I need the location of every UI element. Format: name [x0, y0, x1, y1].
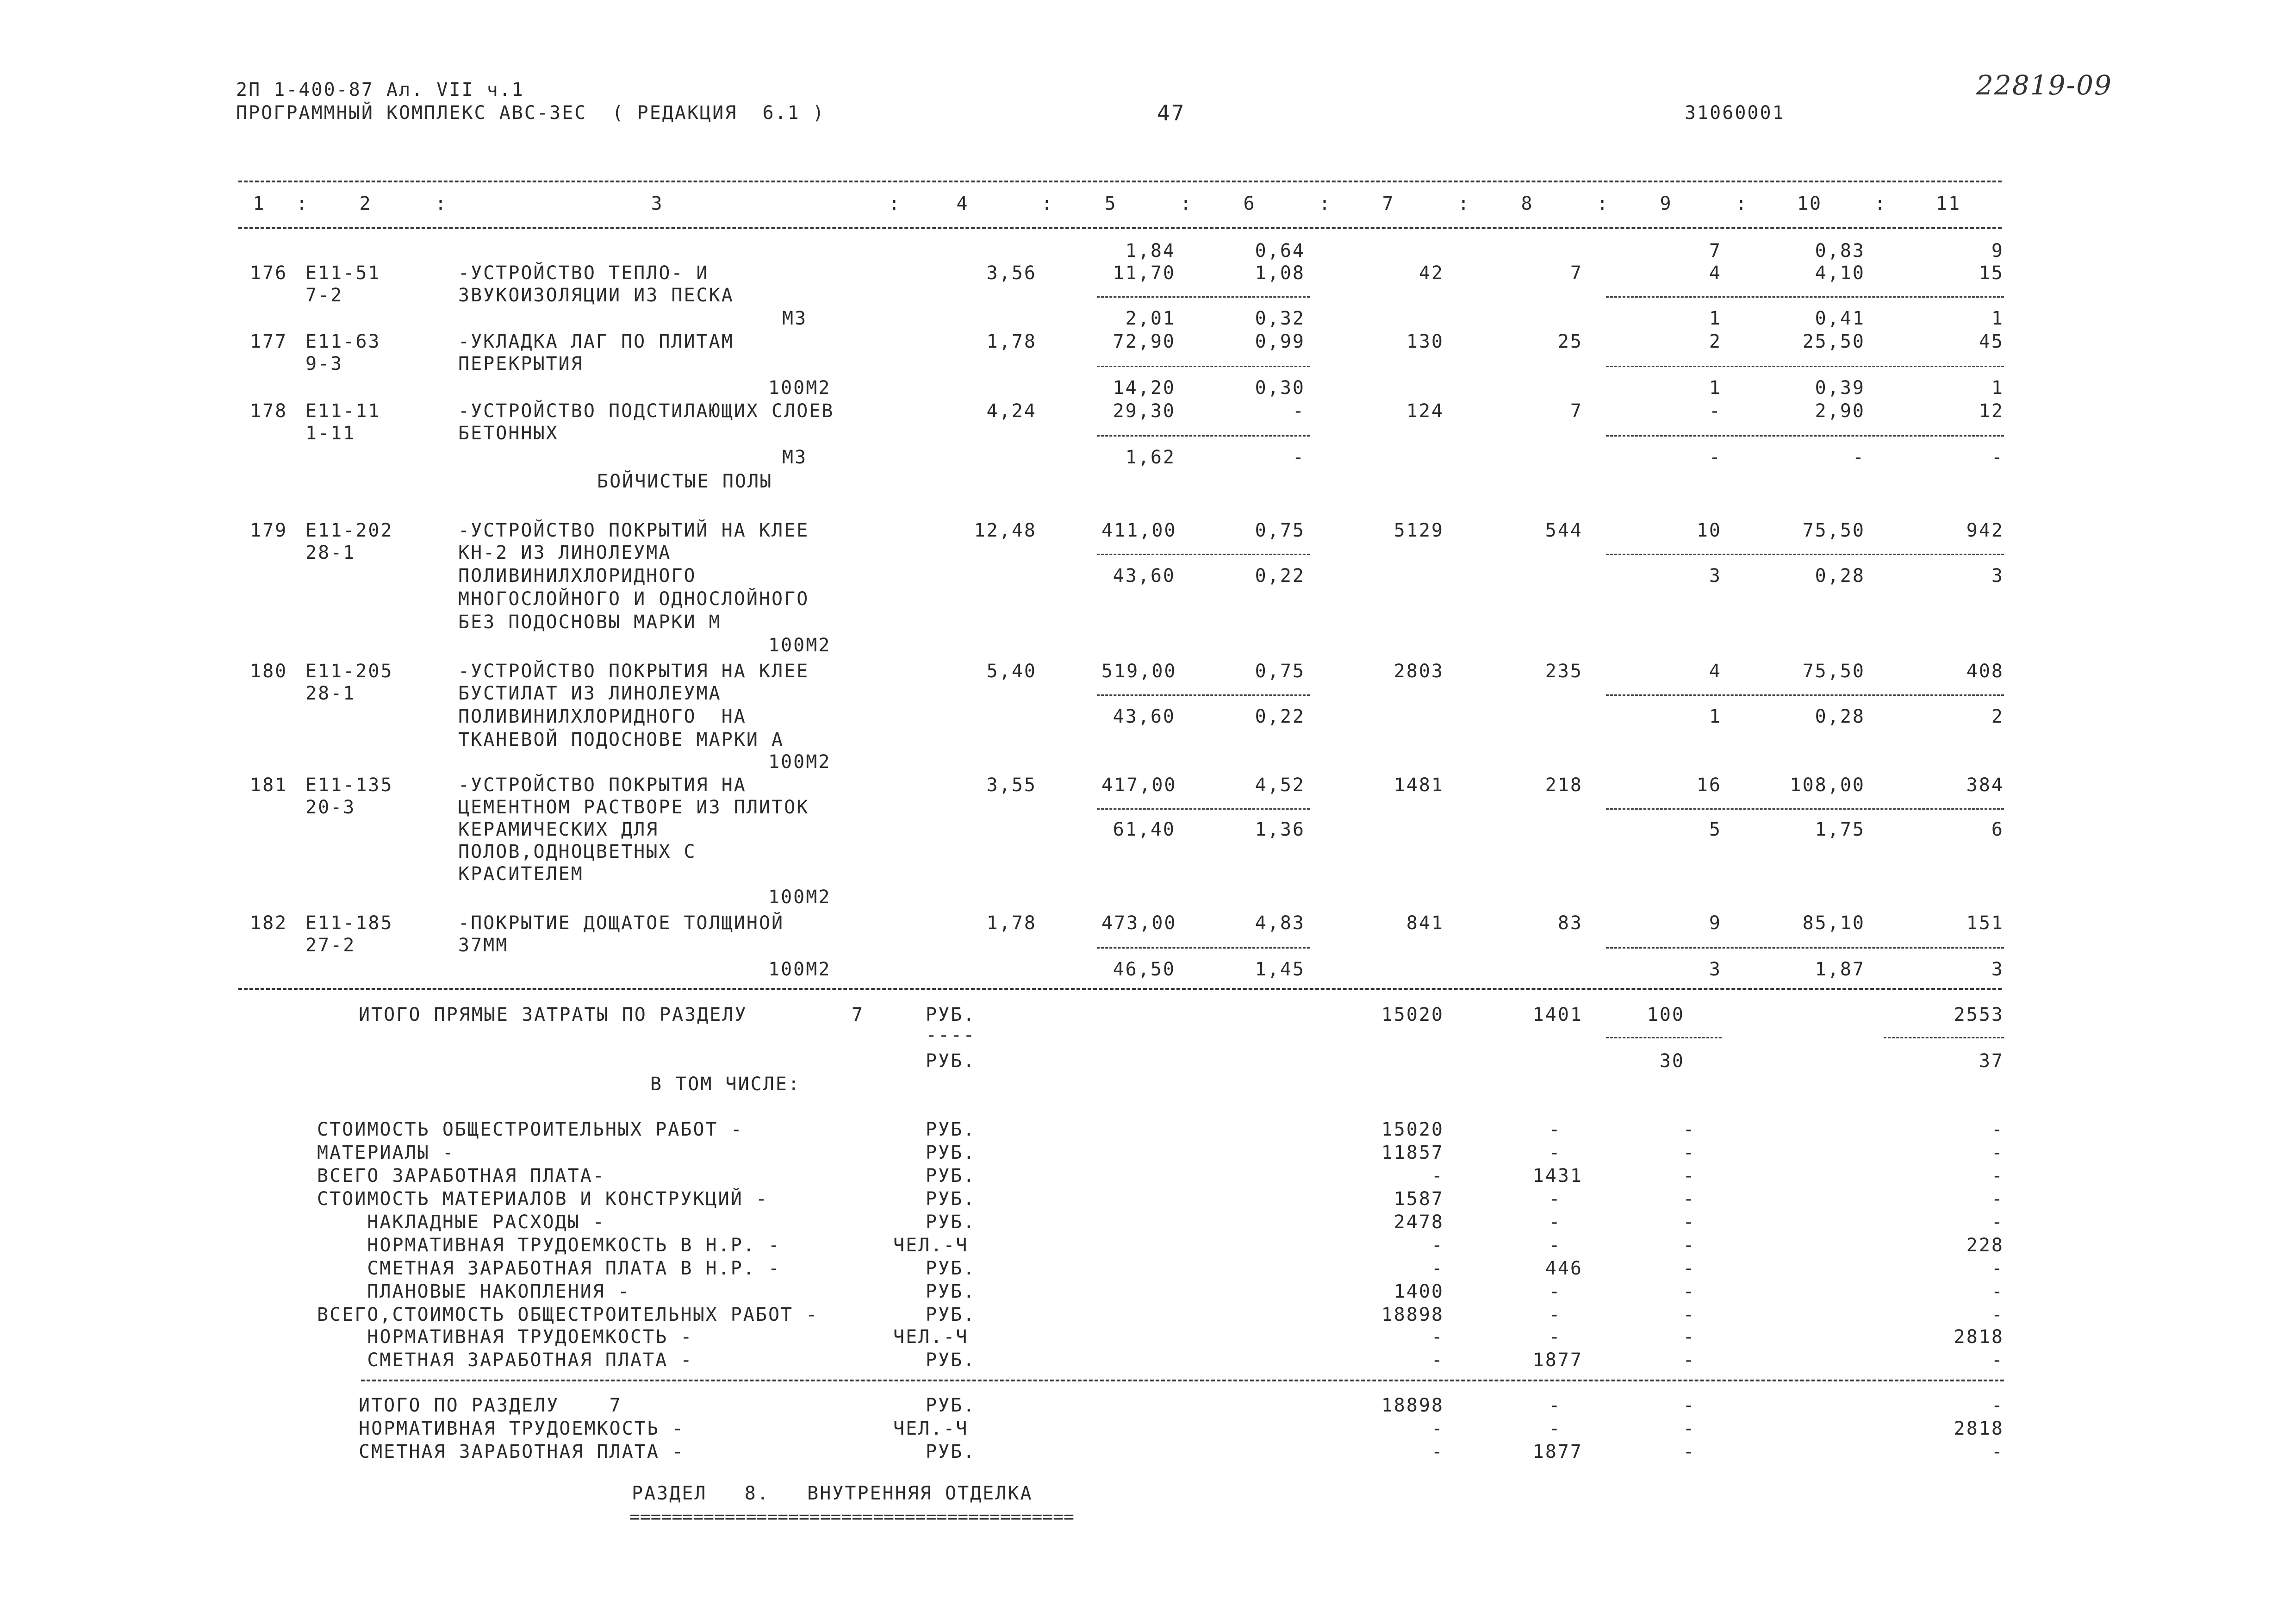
breakdown-c7: 18898 [1381, 1304, 1444, 1325]
section-total-c9: - [1683, 1441, 1696, 1462]
cell-c4: 3,55 [986, 775, 1037, 796]
row-unit: 100М2 [768, 751, 831, 773]
total-c11: 2553 [1954, 1004, 2004, 1025]
cell-c6c: 1,45 [1255, 959, 1305, 980]
cell-c10b: 75,50 [1802, 520, 1865, 541]
cell-c5b: 519,00 [1101, 661, 1177, 682]
cell-c6c: 0,22 [1255, 706, 1305, 727]
cell-c5c: 14,20 [1113, 377, 1176, 399]
row-unit: М3 [782, 447, 808, 468]
breakdown-unit: РУБ. [926, 1349, 976, 1371]
col-header-6: 6 [1243, 193, 1256, 214]
row-desc-line: КРАСИТЕЛЕМ [458, 863, 584, 885]
breakdown-c9: - [1683, 1258, 1696, 1279]
cell-c6b: - [1292, 400, 1305, 422]
breakdown-c11: - [1991, 1165, 2004, 1187]
col-separator: : [1180, 193, 1193, 214]
cell-divider [1606, 1037, 1722, 1038]
cell-c4: 1,78 [986, 331, 1037, 352]
section-total-c7: - [1431, 1418, 1444, 1439]
cell-c10b: 25,50 [1802, 331, 1865, 352]
row-desc-line: ТКАНЕВОЙ ПОДОСНОВЕ МАРКИ А [458, 729, 784, 750]
rule-table-end [238, 988, 2002, 990]
cell-c6b: 0,75 [1255, 520, 1305, 541]
cell-c5c: 61,40 [1113, 819, 1176, 840]
row-code: Е11-63 [305, 331, 381, 352]
row-desc-line: -УСТРОЙСТВО ПОДСТИЛАЮЩИХ СЛОЕВ [458, 400, 834, 422]
cell-c11b: 15 [1979, 262, 2004, 284]
row-desc-line: 37ММ [458, 935, 509, 956]
cell-divider [1097, 435, 1310, 437]
row-desc-line: КЕРАМИЧЕСКИХ ДЛЯ [458, 819, 659, 840]
row-code: Е11-185 [305, 912, 393, 934]
row-desc-line: ПОЛИВИНИЛХЛОРИДНОГО НА [458, 706, 747, 727]
cell-divider [1606, 694, 2004, 696]
total-dashes: ---- [926, 1024, 976, 1046]
cell-c11c: 1 [1991, 308, 2004, 329]
section-total-c9: - [1683, 1418, 1696, 1439]
cell-c5b: 417,00 [1101, 775, 1177, 796]
row-number: 182 [250, 912, 288, 934]
col-header-5: 5 [1104, 193, 1117, 214]
cell-c9b: 2 [1709, 331, 1722, 352]
row-desc-line: ПОЛИВИНИЛХЛОРИДНОГО [458, 565, 697, 587]
breakdown-c11: - [1991, 1349, 2004, 1371]
cell-divider [1606, 808, 2004, 810]
breakdown-c8: - [1549, 1188, 1562, 1210]
cell-c7: 5129 [1394, 520, 1444, 541]
breakdown-unit: РУБ. [926, 1258, 976, 1279]
total-c9: 100 [1647, 1004, 1685, 1025]
cell-c9b: 10 [1696, 520, 1722, 541]
cell-c10c: 1,75 [1815, 819, 1865, 840]
breakdown-label: СМЕТНАЯ ЗАРАБОТНАЯ ПЛАТА - [317, 1349, 693, 1371]
section-total-label: НОРМАТИВНАЯ ТРУДОЕМКОСТЬ - [359, 1418, 685, 1439]
cell-c10b: 85,10 [1802, 912, 1865, 934]
breakdown-unit: РУБ. [926, 1281, 976, 1302]
breakdown-c7: 1400 [1394, 1281, 1444, 1302]
cell-c10c: 0,28 [1815, 565, 1865, 587]
breakdown-unit: РУБ. [926, 1304, 976, 1325]
cell-divider [1606, 554, 2004, 555]
breakdown-c11: - [1991, 1188, 2004, 1210]
breakdown-unit: ЧЕЛ.-Ч [893, 1235, 969, 1256]
subheading: БОЙЧИСТЫЕ ПОЛЫ [597, 471, 773, 492]
cell-c6c: 1,36 [1255, 819, 1305, 840]
breakdown-unit: ЧЕЛ.-Ч [893, 1326, 969, 1348]
next-section-title: РАЗДЕЛ 8. ВНУТРЕННЯЯ ОТДЕЛКА [632, 1483, 1033, 1504]
section-total-unit: РУБ. [926, 1441, 976, 1462]
cell-c5c: 1,62 [1125, 447, 1176, 468]
total-label: ИТОГО ПРЯМЫЕ ЗАТРАТЫ ПО РАЗДЕЛУ [359, 1004, 747, 1025]
breakdown-c8: 446 [1545, 1258, 1583, 1279]
cell-c9b: 9 [1709, 912, 1722, 934]
cell-c6b: 4,52 [1255, 775, 1305, 796]
cell-divider [1097, 947, 1310, 949]
cell-c11c: - [1991, 447, 2004, 468]
cell-c5c: 43,60 [1113, 565, 1176, 587]
total-unit: РУБ. [926, 1004, 976, 1025]
row-number: 180 [250, 661, 288, 682]
row-desc-line: -УСТРОЙСТВО ПОКРЫТИЙ НА КЛЕЕ [458, 520, 809, 541]
cell-c10c: - [1852, 447, 1865, 468]
breakdown-c8: - [1549, 1304, 1562, 1325]
cell-c4: 1,78 [986, 912, 1037, 934]
breakdown-c8: - [1549, 1119, 1562, 1140]
row-desc-line: ПЕРЕКРЫТИЯ [458, 353, 584, 375]
row-desc-line: -УСТРОЙСТВО ПОКРЫТИЯ НА КЛЕЕ [458, 661, 809, 682]
col-separator: : [889, 193, 902, 214]
breakdown-c8: - [1549, 1326, 1562, 1348]
section-total-c11: 2818 [1954, 1418, 2004, 1439]
cell-c6c: 0,22 [1255, 565, 1305, 587]
breakdown-c11: - [1991, 1304, 2004, 1325]
cell-divider [1097, 366, 1310, 367]
cell-c6c: 0,32 [1255, 308, 1305, 329]
cell-c7: 42 [1419, 262, 1444, 284]
cell-c9c: 1 [1709, 706, 1722, 727]
cell-c4: 12,48 [974, 520, 1037, 541]
breakdown-c7: - [1431, 1258, 1444, 1279]
row-desc-line: БЕЗ ПОДОСНОВЫ МАРКИ М [458, 612, 722, 633]
cell-c11a: 9 [1991, 240, 2004, 262]
breakdown-c8: - [1549, 1142, 1562, 1163]
row-code-sub: 7-2 [305, 285, 343, 306]
breakdown-label: СТОИМОСТЬ ОБЩЕСТРОИТЕЛЬНЫХ РАБОТ - [317, 1119, 743, 1140]
breakdown-c7: 1587 [1394, 1188, 1444, 1210]
row-desc-line: МНОГОСЛОЙНОГО И ОДНОСЛОЙНОГО [458, 588, 809, 610]
program-title: ПРОГРАММНЫЙ КОМПЛЕКС АВС-3ЕС ( РЕДАКЦИЯ 6.1 ) [236, 102, 825, 124]
total-c7: 15020 [1381, 1004, 1444, 1025]
breakdown-c8: - [1549, 1235, 1562, 1256]
cell-c6c: - [1292, 447, 1305, 468]
next-section-underline: ========================================== [629, 1506, 1074, 1527]
breakdown-c9: - [1683, 1142, 1696, 1163]
breakdown-c11: - [1991, 1142, 2004, 1163]
cell-c10c: 1,87 [1815, 959, 1865, 980]
cell-c6a: 0,64 [1255, 240, 1305, 262]
breakdown-c9: - [1683, 1188, 1696, 1210]
cell-c9c: - [1709, 447, 1722, 468]
col-separator: : [1319, 193, 1332, 214]
row-code-sub: 1-11 [305, 423, 356, 444]
cell-c4: 5,40 [986, 661, 1037, 682]
col-header-4: 4 [956, 193, 969, 214]
cell-c9c: 1 [1709, 377, 1722, 399]
handwritten-number: 22819-09 [1976, 69, 2112, 101]
section-total-c9: - [1683, 1395, 1696, 1416]
col-header-10: 10 [1797, 193, 1823, 214]
cell-c10c: 0,28 [1815, 706, 1865, 727]
row-desc-line: -ПОКРЫТИЕ ДОЩАТОЕ ТОЛЩИНОЙ [458, 912, 784, 934]
rule-section-total [361, 1380, 2004, 1381]
row-number: 178 [250, 400, 288, 422]
cell-c7: 2803 [1394, 661, 1444, 682]
section-total-c7: - [1431, 1441, 1444, 1462]
cell-divider [1097, 296, 1310, 298]
col-header-8: 8 [1521, 193, 1534, 214]
page-number: 47 [1157, 100, 1186, 125]
cell-c5b: 72,90 [1113, 331, 1176, 352]
cell-c7: 124 [1406, 400, 1444, 422]
breakdown-c11: 228 [1966, 1235, 2004, 1256]
cell-c11b: 151 [1966, 912, 2004, 934]
breakdown-label: НОРМАТИВНАЯ ТРУДОЕМКОСТЬ - [317, 1326, 693, 1348]
doc-reference: 2П 1-400-87 Ал. VII ч.1 [236, 79, 524, 100]
breakdown-c11: - [1991, 1258, 2004, 1279]
col-header-11: 11 [1935, 193, 1961, 214]
row-unit: 100М2 [768, 377, 831, 399]
cell-c9c: 5 [1709, 819, 1722, 840]
cell-c11c: 1 [1991, 377, 2004, 399]
breakdown-c9: - [1683, 1165, 1696, 1187]
cell-divider [1606, 366, 2004, 367]
cell-c11b: 408 [1966, 661, 2004, 682]
cell-c6c: 0,30 [1255, 377, 1305, 399]
breakdown-label: ПЛАНОВЫЕ НАКОПЛЕНИЯ - [317, 1281, 631, 1302]
cell-c8: 25 [1557, 331, 1583, 352]
cell-c5c: 46,50 [1113, 959, 1176, 980]
section-total-c11: - [1991, 1395, 2004, 1416]
breakdown-label: НОРМАТИВНАЯ ТРУДОЕМКОСТЬ В Н.Р. - [317, 1235, 781, 1256]
cell-c6b: 0,75 [1255, 661, 1305, 682]
row-code: Е11-202 [305, 520, 393, 541]
col-separator: : [1874, 193, 1887, 214]
row-number: 179 [250, 520, 288, 541]
cell-c7: 1481 [1394, 775, 1444, 796]
breakdown-c8: 1431 [1532, 1165, 1583, 1187]
breakdown-unit: РУБ. [926, 1188, 976, 1210]
cell-c11c: 2 [1991, 706, 2004, 727]
col-separator: : [296, 193, 309, 214]
cell-c5c: 43,60 [1113, 706, 1176, 727]
row-number: 181 [250, 775, 288, 796]
section-total-c8: 1877 [1532, 1441, 1583, 1462]
cell-c4: 3,56 [986, 262, 1037, 284]
cell-c11b: 942 [1966, 520, 2004, 541]
cell-c9c: 3 [1709, 959, 1722, 980]
breakdown-label: СТОИМОСТЬ МАТЕРИАЛОВ И КОНСТРУКЦИЙ - [317, 1188, 768, 1210]
row-unit: 100М2 [768, 887, 831, 908]
breakdown-c8: - [1549, 1281, 1562, 1302]
col-header-9: 9 [1660, 193, 1673, 214]
col-header-7: 7 [1382, 193, 1395, 214]
breakdown-c8: - [1549, 1212, 1562, 1233]
row-code: Е11-135 [305, 775, 393, 796]
row-code-sub: 20-3 [305, 797, 356, 818]
breakdown-c9: - [1683, 1349, 1696, 1371]
total-section: 7 [852, 1004, 865, 1025]
breakdown-unit: РУБ. [926, 1119, 976, 1140]
cell-divider [1097, 808, 1310, 810]
cell-divider [1606, 435, 2004, 437]
rule-top [238, 181, 2002, 182]
cell-c10b: 2,90 [1815, 400, 1865, 422]
cell-c9c: 1 [1709, 308, 1722, 329]
cell-c10b: 4,10 [1815, 262, 1865, 284]
section-total-c8: - [1549, 1395, 1562, 1416]
row-desc-line: -УСТРОЙСТВО ПОКРЫТИЯ НА [458, 775, 747, 796]
breakdown-c7: - [1431, 1349, 1444, 1371]
cell-c11c: 3 [1991, 959, 2004, 980]
including-heading: В ТОМ ЧИСЛЕ: [650, 1074, 801, 1095]
cell-c5a: 1,84 [1125, 240, 1176, 262]
cell-c10b: 75,50 [1802, 661, 1865, 682]
row-desc-line: ЗВУКОИЗОЛЯЦИИ ИЗ ПЕСКА [458, 285, 734, 306]
col-header-1: 1 [253, 193, 266, 214]
breakdown-c11: - [1991, 1212, 2004, 1233]
row-code-sub: 9-3 [305, 353, 343, 375]
section-total-c11: - [1991, 1441, 2004, 1462]
breakdown-c9: - [1683, 1212, 1696, 1233]
row-desc-line: БЕТОННЫХ [458, 423, 559, 444]
cell-c9b: 4 [1709, 661, 1722, 682]
cell-c5b: 11,70 [1113, 262, 1176, 284]
row-unit: М3 [782, 308, 808, 329]
cell-c11c: 3 [1991, 565, 2004, 587]
row-code-sub: 28-1 [305, 542, 356, 563]
cell-c9b: 4 [1709, 262, 1722, 284]
breakdown-c8: 1877 [1532, 1349, 1583, 1371]
breakdown-c11: - [1991, 1119, 2004, 1140]
breakdown-c11: 2818 [1954, 1326, 2004, 1348]
total-c11: 37 [1979, 1050, 2004, 1072]
section-total-unit: РУБ. [926, 1395, 976, 1416]
cell-c8: 218 [1545, 775, 1583, 796]
row-code: Е11-205 [305, 661, 393, 682]
cell-c11b: 12 [1979, 400, 2004, 422]
total-unit: РУБ. [926, 1050, 976, 1072]
cell-c8: 7 [1570, 262, 1583, 284]
cell-divider [1606, 296, 2004, 298]
cell-c9a: 7 [1709, 240, 1722, 262]
row-unit: 100М2 [768, 635, 831, 656]
row-code: Е11-51 [305, 262, 381, 284]
cell-c11b: 384 [1966, 775, 2004, 796]
cell-c11b: 45 [1979, 331, 2004, 352]
breakdown-unit: РУБ. [926, 1212, 976, 1233]
cell-c7: 130 [1406, 331, 1444, 352]
breakdown-c9: - [1683, 1304, 1696, 1325]
col-header-3: 3 [651, 193, 664, 214]
breakdown-c9: - [1683, 1281, 1696, 1302]
cell-c5c: 2,01 [1125, 308, 1176, 329]
row-number: 176 [250, 262, 288, 284]
breakdown-c9: - [1683, 1119, 1696, 1140]
document-code: 31060001 [1685, 102, 1785, 124]
total-c8: 1401 [1532, 1004, 1583, 1025]
cell-c9b: - [1709, 400, 1722, 422]
total-c9: 30 [1659, 1050, 1685, 1072]
cell-c9c: 3 [1709, 565, 1722, 587]
breakdown-c9: - [1683, 1235, 1696, 1256]
row-code-sub: 28-1 [305, 683, 356, 704]
breakdown-label: МАТЕРИАЛЫ - [317, 1142, 455, 1163]
breakdown-c7: - [1431, 1326, 1444, 1348]
col-separator: : [1458, 193, 1471, 214]
col-separator: : [1041, 193, 1054, 214]
cell-divider [1884, 1037, 2004, 1038]
section-total-label: СМЕТНАЯ ЗАРАБОТНАЯ ПЛАТА - [359, 1441, 685, 1462]
section-total-label: ИТОГО ПО РАЗДЕЛУ 7 [359, 1395, 622, 1416]
section-total-c8: - [1549, 1418, 1562, 1439]
row-number: 177 [250, 331, 288, 352]
cell-c10a: 0,83 [1815, 240, 1865, 262]
row-desc-line: ПОЛОВ,ОДНОЦВЕТНЫХ С [458, 841, 697, 862]
row-desc-line: -УСТРОЙСТВО ТЕПЛО- И [458, 262, 709, 284]
row-desc-line: БУСТИЛАТ ИЗ ЛИНОЛЕУМА [458, 683, 722, 704]
cell-c6b: 4,83 [1255, 912, 1305, 934]
section-total-unit: ЧЕЛ.-Ч [893, 1418, 969, 1439]
breakdown-label: ВСЕГО ЗАРАБОТНАЯ ПЛАТА- [317, 1165, 605, 1187]
cell-c5b: 29,30 [1113, 400, 1176, 422]
cell-divider [1097, 554, 1310, 555]
row-desc-line: ЦЕМЕНТНОМ РАСТВОРЕ ИЗ ПЛИТОК [458, 797, 809, 818]
row-unit: 100М2 [768, 959, 831, 980]
cell-c5b: 473,00 [1101, 912, 1177, 934]
breakdown-c9: - [1683, 1326, 1696, 1348]
cell-c10c: 0,39 [1815, 377, 1865, 399]
cell-c10b: 108,00 [1790, 775, 1865, 796]
section-total-c7: 18898 [1381, 1395, 1444, 1416]
cell-c11c: 6 [1991, 819, 2004, 840]
cell-divider [1097, 694, 1310, 696]
breakdown-c11: - [1991, 1281, 2004, 1302]
cell-c7: 841 [1406, 912, 1444, 934]
cell-c4: 4,24 [986, 400, 1037, 422]
cell-c6b: 0,99 [1255, 331, 1305, 352]
breakdown-unit: РУБ. [926, 1165, 976, 1187]
row-desc-line: -УКЛАДКА ЛАГ ПО ПЛИТАМ [458, 331, 734, 352]
breakdown-unit: РУБ. [926, 1142, 976, 1163]
breakdown-c7: 15020 [1381, 1119, 1444, 1140]
row-code: Е11-11 [305, 400, 381, 422]
cell-c8: 83 [1557, 912, 1583, 934]
breakdown-label: ВСЕГО,СТОИМОСТЬ ОБЩЕСТРОИТЕЛЬНЫХ РАБОТ - [317, 1304, 819, 1325]
cell-c10c: 0,41 [1815, 308, 1865, 329]
col-separator: : [1597, 193, 1610, 214]
col-separator: : [435, 193, 448, 214]
cell-divider [1606, 947, 2004, 949]
row-desc-line: КН-2 ИЗ ЛИНОЛЕУМА [458, 542, 672, 563]
row-code-sub: 27-2 [305, 935, 356, 956]
breakdown-c7: - [1431, 1235, 1444, 1256]
breakdown-label: НАКЛАДНЫЕ РАСХОДЫ - [317, 1212, 605, 1233]
cell-c6b: 1,08 [1255, 262, 1305, 284]
cell-c8: 7 [1570, 400, 1583, 422]
breakdown-label: СМЕТНАЯ ЗАРАБОТНАЯ ПЛАТА В Н.Р. - [317, 1258, 781, 1279]
col-separator: : [1736, 193, 1748, 214]
breakdown-c7: 11857 [1381, 1142, 1444, 1163]
cell-c8: 235 [1545, 661, 1583, 682]
rule-header [238, 227, 2002, 229]
cell-c8: 544 [1545, 520, 1583, 541]
cell-c5b: 411,00 [1101, 520, 1177, 541]
col-header-2: 2 [359, 193, 372, 214]
cell-c9b: 16 [1696, 775, 1722, 796]
breakdown-c7: - [1431, 1165, 1444, 1187]
breakdown-c7: 2478 [1394, 1212, 1444, 1233]
